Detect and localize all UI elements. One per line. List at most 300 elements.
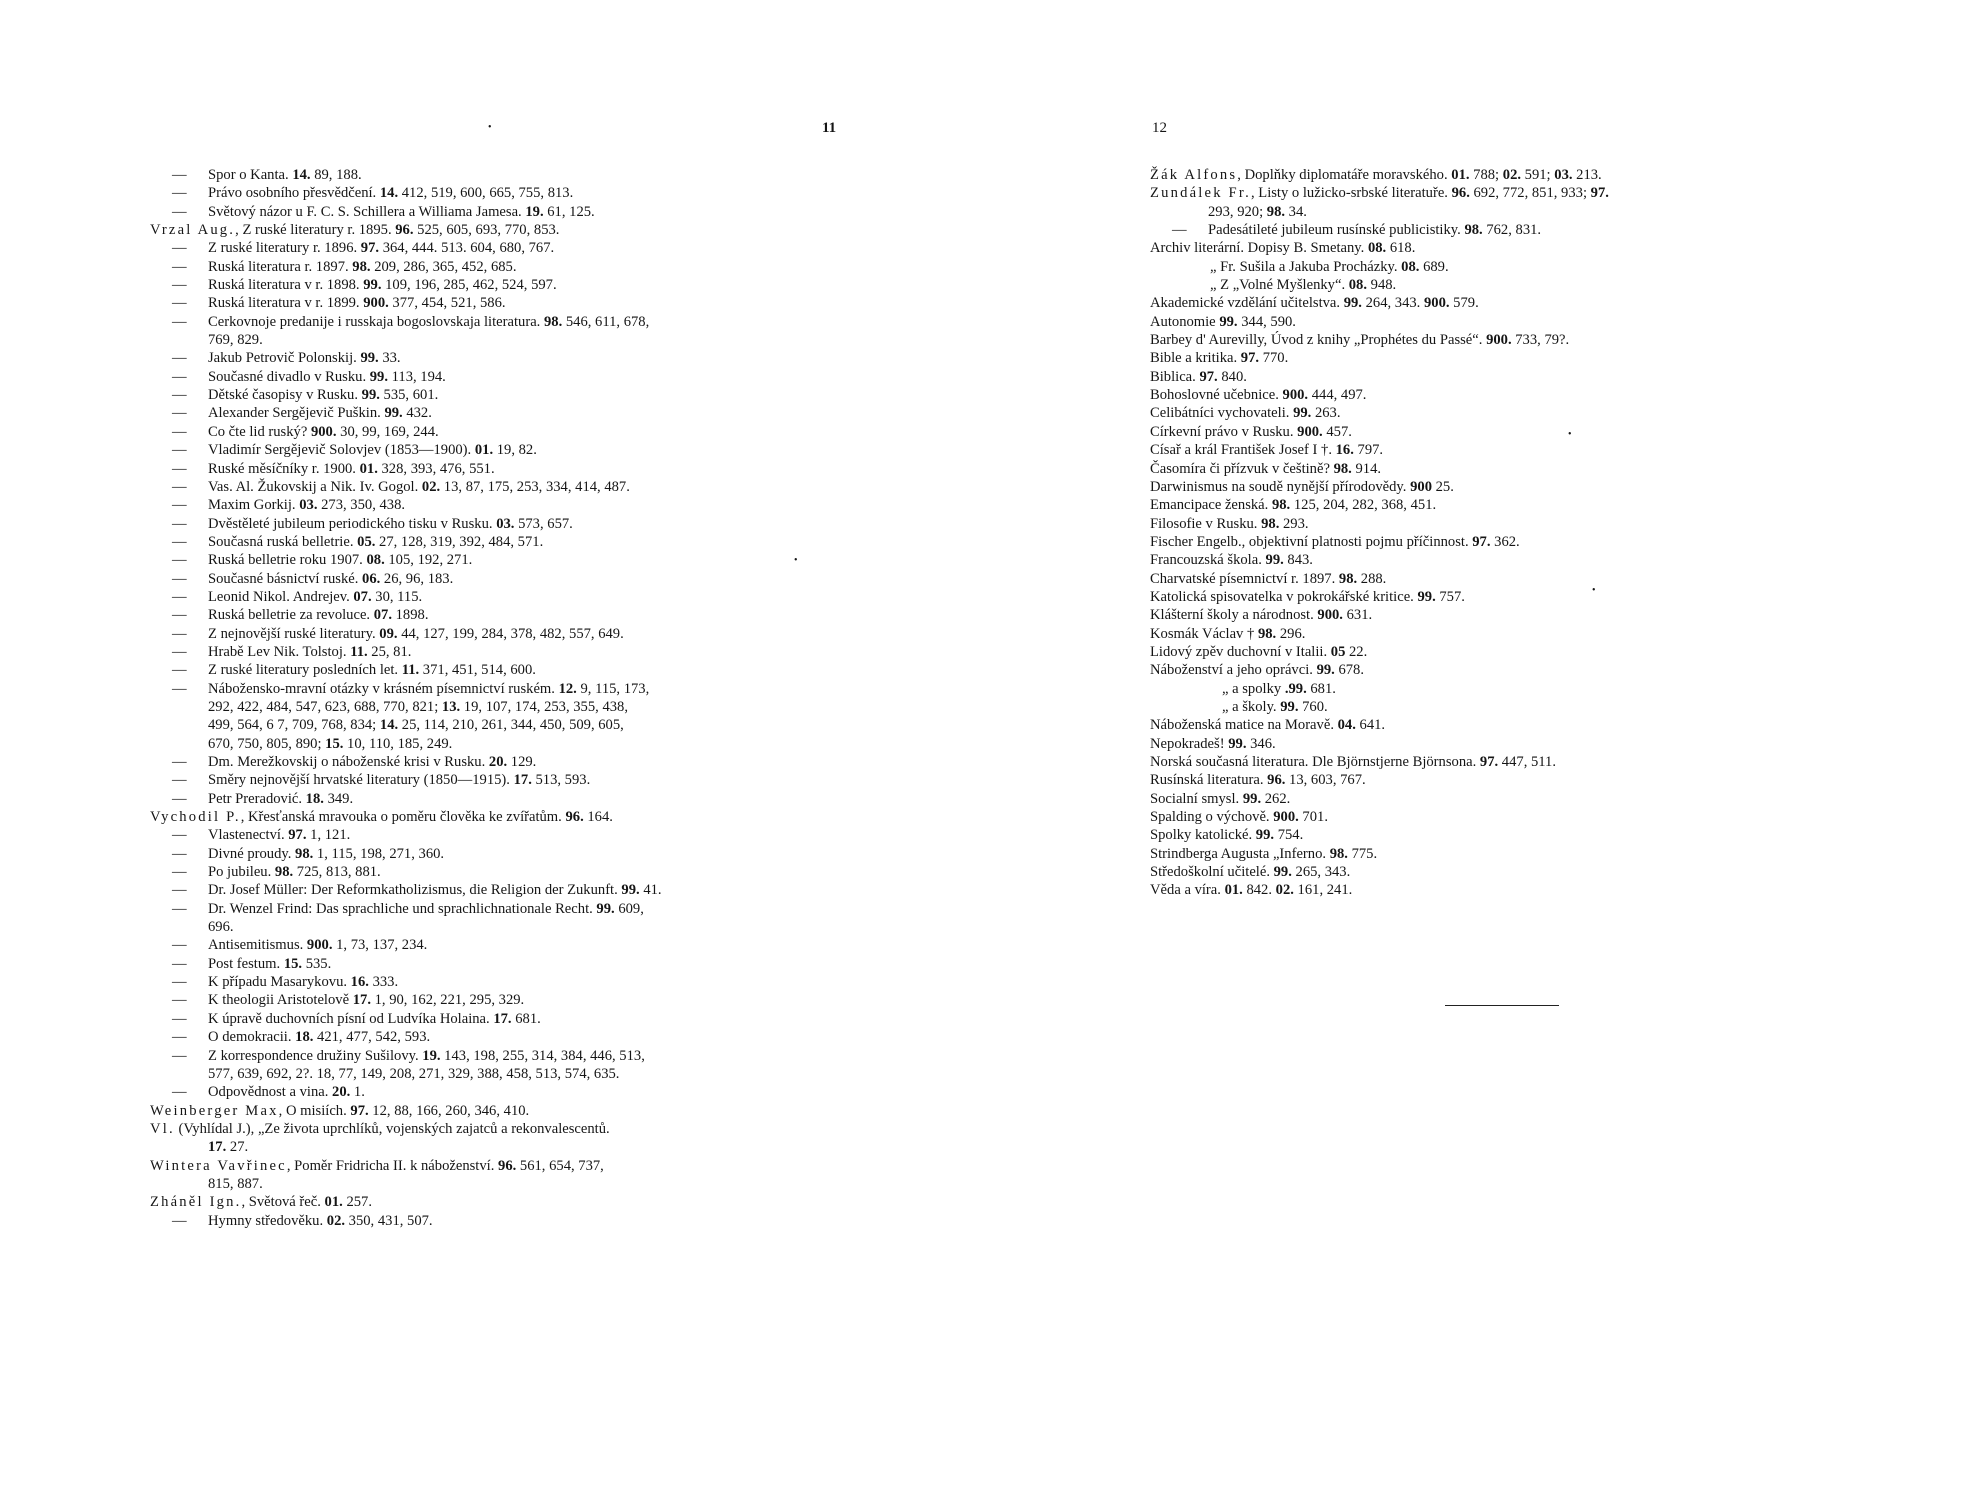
entry-text: 27, 128, 319, 392, 484, 571. (375, 533, 544, 550)
entry-text: Ruské měsíčníky r. 1900. (208, 460, 360, 477)
volume-number: 97. (1240, 350, 1260, 367)
entry-text: Dvěstěleté jubileum periodického tisku v Rusku. (208, 515, 497, 532)
print-speck: • (794, 555, 798, 566)
volume-number: 97. (1199, 368, 1218, 385)
entry-text: 125, 204, 282, 368, 451. (1290, 497, 1437, 514)
volume-number: 05 (1330, 643, 1346, 660)
index-entry-line (1150, 203, 1870, 221)
index-entry-line (1150, 331, 1870, 349)
entry-text: Církevní právo v Rusku. (1150, 423, 1298, 440)
entry-text: Post festum. (208, 955, 284, 972)
entry-text: Bible a kritika. (1150, 350, 1241, 367)
entry-text: Charvatské písemnictví r. 1897. (1150, 570, 1339, 587)
index-entry-line (150, 1028, 850, 1046)
volume-number: 900 (1410, 478, 1432, 495)
entry-text: 344, 590. (1237, 313, 1296, 330)
index-entry-line (1150, 863, 1870, 881)
volume-number: 900. (1297, 423, 1323, 440)
entry-text: 432. (402, 405, 432, 422)
volume-number: 97. (360, 240, 380, 257)
author-name: Vychodil P. (150, 809, 241, 826)
entry-text: Francouzská škola. (1150, 552, 1266, 569)
page-number-right: 12 (1152, 120, 1167, 136)
entry-text: 293. (1279, 515, 1309, 532)
entry-text: 840. (1217, 368, 1247, 385)
volume-number: 900. (306, 937, 333, 954)
entry-text: Alexander Sergějevič Puškin. (208, 405, 385, 422)
entry-text: Směry nejnovější hrvatské literatury (1850—1915). (208, 772, 514, 789)
index-entry-line (150, 1010, 850, 1028)
entry-text: Spor o Kanta. (208, 167, 293, 183)
entry-text: 1. (350, 1084, 365, 1101)
entry-text: 681. (511, 1010, 541, 1027)
entry-text: 13, 87, 175, 253, 334, 414, 487. (440, 478, 630, 495)
volume-number: 98. (295, 845, 314, 862)
entry-text: Současná ruská belletrie. (208, 533, 358, 550)
index-entry-line (1150, 368, 1870, 386)
index-entry-line (150, 441, 850, 459)
index-entry-line (1150, 533, 1870, 551)
entry-text: 681. (1306, 680, 1336, 697)
entry-text: 815, 887. (208, 1175, 263, 1192)
index-entry-line (1150, 698, 1870, 716)
entry-text: Katolická spisovatelka v pokrokářské kritice. (1150, 588, 1418, 605)
volume-number: 99. (361, 387, 380, 404)
volume-number: 98. (274, 864, 294, 881)
entry-text: Hymny středověku. (208, 1212, 327, 1229)
index-entry-line (150, 515, 850, 533)
index-entry-line (1150, 588, 1870, 606)
entry-text: „ a školy. (1222, 698, 1281, 715)
volume-number: 01. (1451, 167, 1470, 183)
entry-text: 25. (1431, 478, 1454, 495)
entry-text: 525, 605, 693, 770, 853. (413, 222, 560, 239)
entry-text: 263. (1311, 405, 1341, 422)
volume-number: 01. (474, 442, 494, 459)
entry-text: 701. (1298, 809, 1328, 826)
volume-number: 99. (1316, 662, 1335, 679)
entry-text: 631. (1342, 607, 1373, 624)
index-entry-line (150, 625, 850, 643)
entry-text: 109, 196, 285, 462, 524, 597. (381, 277, 557, 294)
entry-text: 775. (1347, 845, 1378, 862)
index-entry-line (1150, 826, 1870, 844)
volume-number: 98. (1257, 625, 1277, 642)
volume-number: 17. (352, 992, 371, 1009)
entry-text: , O misiích. (278, 1102, 351, 1119)
volume-number: 96. (395, 222, 414, 239)
index-entry-line (1150, 716, 1870, 734)
volume-number: 01. (359, 460, 378, 477)
volume-number: 13. (441, 698, 461, 715)
volume-number: 07. (373, 607, 392, 624)
index-entry-line (150, 680, 850, 698)
entry-text: 25, 114, 210, 261, 344, 450, 509, 605, (398, 717, 624, 734)
volume-number: 08. (1401, 258, 1420, 275)
volume-number: 99. (1417, 588, 1436, 605)
index-entry-line (150, 276, 850, 294)
volume-number: 98. (1329, 845, 1348, 862)
entry-text: Celibátníci vychovateli. (1150, 405, 1294, 422)
entry-text: 22. (1345, 643, 1368, 660)
entry-text: Náboženská matice na Moravě. (1150, 717, 1338, 734)
entry-text: 421, 477, 542, 593. (313, 1029, 431, 1046)
entry-text: „ a spolky (1222, 680, 1285, 697)
entry-text: Věda a víra. (1150, 882, 1225, 899)
entry-text: 948. (1367, 277, 1397, 294)
entry-text: Leonid Nikol. Andrejev. (208, 588, 354, 605)
entry-text: Z nejnovější ruské literatury. (208, 625, 380, 642)
entry-text: Ruská literatura v r. 1898. (208, 277, 364, 294)
entry-text: Lidový zpěv duchovní v Italii. (1150, 643, 1331, 660)
volume-number: 02. (1502, 167, 1522, 183)
index-entry-line (1150, 441, 1870, 459)
entry-text: Náboženství a jeho oprávci. (1150, 662, 1317, 679)
author-name: Zundálek Fr. (1150, 185, 1251, 202)
entry-text: 257. (342, 1194, 372, 1211)
entry-text: 129. (507, 754, 537, 770)
entry-text: Hrabě Lev Nik. Tolstoj. (208, 643, 351, 660)
index-entry-line (1150, 221, 1870, 239)
index-entry-line (150, 955, 850, 973)
volume-number: 99. (1219, 313, 1238, 330)
entry-text: 61, 125. (543, 203, 595, 220)
entry-text: K případu Masarykovu. (208, 974, 351, 991)
entry-text: 273, 350, 438. (317, 497, 406, 514)
entry-text: 349. (323, 790, 354, 807)
volume-number: 900. (1273, 809, 1299, 826)
index-entry-line (1150, 276, 1870, 294)
volume-number: 08. (366, 552, 385, 569)
index-entry-line (150, 203, 850, 221)
entry-text: Co čte lid ruský? (208, 423, 311, 440)
entry-text: 1, 121. (306, 827, 351, 844)
entry-text: 535. (302, 955, 332, 972)
entry-text: Biblica. (1150, 368, 1200, 385)
volume-number: 98. (1464, 222, 1483, 239)
entry-text: 447, 511. (1498, 754, 1556, 770)
index-entry-line (1150, 845, 1870, 863)
index-entry-line (1150, 258, 1870, 276)
volume-number: 99. (1273, 864, 1292, 881)
entry-text: 725, 813, 881. (293, 864, 381, 881)
index-entry-line (150, 1065, 850, 1083)
volume-number: 98. (1338, 570, 1358, 587)
entry-text: 9, 115, 173, (576, 680, 650, 697)
entry-text: „ Z „Volné Myšlenky“. (1210, 277, 1349, 294)
entry-text: Dětské časopisy v Rusku. (208, 387, 362, 404)
volume-number: 02. (421, 478, 441, 495)
entry-text: 328, 393, 476, 551. (377, 460, 495, 477)
entry-text: 292, 422, 484, 547, 623, 688, 770, 821; (208, 698, 442, 715)
entry-text: Ruská literatura v r. 1899. (208, 295, 364, 312)
entry-text: Klášterní školy a národnost. (1150, 607, 1318, 624)
index-entry-line (150, 790, 850, 808)
entry-text: 13, 603, 767. (1285, 772, 1366, 789)
index-entry-line (150, 826, 850, 844)
index-entry-line (1150, 808, 1870, 826)
entry-text: 692, 772, 851, 933; (1469, 185, 1591, 202)
entry-text: 33. (378, 350, 401, 367)
entry-text: K theologii Aristotelově (208, 992, 353, 1009)
entry-text: 113, 194. (388, 368, 446, 385)
entry-text: Jakub Petrovič Polonskij. (208, 350, 361, 367)
volume-number: 01. (324, 1194, 343, 1211)
index-entry-line (150, 1175, 850, 1193)
volume-number: 17. (513, 772, 532, 789)
entry-text: Vlastenectví. (208, 827, 289, 844)
entry-text: 769, 829. (208, 332, 263, 349)
volume-number: 99. (1293, 405, 1312, 422)
entry-text: , Doplňky diplomatáře moravského. (1237, 167, 1452, 183)
index-entry-line (150, 863, 850, 881)
entry-text: Autonomie (1150, 313, 1220, 330)
entry-text: , Z ruské literatury r. 1895. (235, 222, 396, 239)
index-entry-line (150, 423, 850, 441)
volume-number: 08. (1367, 240, 1387, 257)
entry-text: Darwinismus na soudě nynější přírodovědy. (1150, 478, 1411, 495)
index-entry-line (1150, 496, 1870, 514)
entry-text: Vas. Al. Žukovskij a Nik. Iv. Gogol. (208, 478, 422, 495)
index-entry-line (150, 936, 850, 954)
entry-text: Po jubileu. (208, 864, 275, 881)
entry-text: , Poměr Fridricha II. k náboženství. (286, 1157, 499, 1174)
volume-number: 99. (1280, 698, 1299, 715)
index-entry-line (150, 881, 850, 899)
index-entry-line (150, 1083, 850, 1101)
index-entry-line (150, 166, 850, 184)
index-entry-line (1150, 881, 1870, 899)
index-entry-line (150, 533, 850, 551)
entry-text: Odpovědnost a vina. (208, 1084, 333, 1101)
volume-number: 06. (362, 570, 381, 587)
index-entry-line (150, 184, 850, 202)
volume-number: 99. (363, 277, 382, 294)
volume-number: 96. (565, 809, 584, 826)
entry-text: „ Fr. Sušila a Jakuba Procházky. (1210, 258, 1402, 275)
entry-text: 25, 81. (367, 643, 412, 660)
volume-number: 99. (360, 350, 379, 367)
index-entry-line (1150, 460, 1870, 478)
author-name: Vrzal Aug. (150, 222, 236, 239)
volume-number: 20. (488, 754, 508, 770)
index-entry-line (150, 900, 850, 918)
entry-text: 293, 920; (1208, 203, 1267, 220)
entry-text: 41. (639, 882, 662, 899)
index-entry-line (1150, 570, 1870, 588)
index-entry-line (1150, 753, 1870, 771)
index-entry-line (1150, 386, 1870, 404)
index-entry-line (1150, 643, 1870, 661)
entry-text: 577, 639, 692, 2?. 18, 77, 149, 208, 271, 329, 388, 458, 513, 574, 635. (208, 1065, 620, 1082)
entry-text: , Listy o lužicko-srbské literatuře. (1250, 185, 1452, 202)
volume-number: 16. (1335, 442, 1354, 459)
volume-number: 14. (379, 185, 399, 202)
volume-number: 98. (1333, 460, 1352, 477)
entry-text: 10, 110, 185, 249. (343, 735, 453, 752)
entry-text: 89, 188. (310, 167, 362, 183)
print-speck: • (1568, 429, 1572, 440)
entry-text: Ruská literatura r. 1897. (208, 258, 353, 275)
index-entry-line (150, 221, 850, 239)
print-speck: • (1592, 585, 1596, 596)
index-entry-line (150, 460, 850, 478)
entry-text: 457. (1322, 423, 1352, 440)
entry-text: 209, 286, 365, 452, 685. (370, 258, 517, 275)
entry-text: K úpravě duchovních písní od Ludvíka Holaina. (208, 1010, 494, 1027)
index-entry-line (1150, 423, 1870, 441)
entry-text: Antisemitismus. (208, 937, 307, 954)
entry-text: Z ruské literatury r. 1896. (208, 240, 361, 257)
index-entry-line (150, 735, 850, 753)
index-entry-line (150, 606, 850, 624)
author-name: Weinberger Max (150, 1102, 279, 1119)
index-entry-line (1150, 551, 1870, 569)
page-number-left: 11 (822, 120, 837, 136)
index-entry-line (150, 973, 850, 991)
volume-number: 99. (1228, 735, 1247, 752)
volume-number: 99. (1265, 552, 1284, 569)
index-entry-line (150, 1102, 850, 1120)
entry-text: 161, 241. (1293, 882, 1353, 899)
entry-text: Ruská belletrie za revoluce. (208, 607, 374, 624)
entry-text: 757. (1435, 588, 1465, 605)
volume-number: 11. (401, 662, 420, 679)
volume-number: 18. (305, 790, 324, 807)
volume-number: 09. (379, 625, 398, 642)
entry-text: 762, 831. (1482, 222, 1542, 239)
index-entry-line (150, 368, 850, 386)
index-entry-line (150, 716, 850, 734)
entry-text: 1898. (391, 607, 429, 624)
entry-text: 288. (1357, 570, 1387, 587)
entry-text: Světový názor u F. C. S. Schillera a Williama Jamesa. (208, 203, 526, 220)
entry-text: 12, 88, 166, 260, 346, 410. (368, 1102, 530, 1119)
entry-text: Nábožensko-mravní otázky v krásném písemnictví ruském. (208, 680, 559, 697)
volume-number: 11. (350, 643, 368, 660)
volume-number: 08. (1348, 277, 1367, 294)
volume-number: 20. (332, 1084, 351, 1101)
index-entry-line (1150, 771, 1870, 789)
volume-number: 99. (621, 882, 640, 899)
volume-number: 02. (326, 1212, 346, 1229)
entry-text: Dr. Josef Müller: Der Reformkatholizismus, die Religion der Zukunft. (208, 882, 622, 899)
volume-number: 07. (353, 588, 372, 605)
volume-number: 05. (357, 533, 376, 550)
index-entry-line (150, 294, 850, 312)
volume-number: 99. (384, 405, 403, 422)
entry-text: 842. (1242, 882, 1276, 899)
entry-text: Barbey d' Aurevilly, Úvod z knihy „Prophétes du Passé“. (1150, 332, 1487, 349)
entry-text: 591; (1521, 167, 1555, 183)
entry-text: Ruská belletrie roku 1907. (208, 552, 367, 569)
volume-number: 900. (363, 295, 389, 312)
index-entry-line (1150, 790, 1870, 808)
entry-text: 296. (1276, 625, 1306, 642)
entry-text: Divné proudy. (208, 845, 296, 862)
volume-number: 97. (1479, 754, 1499, 770)
entry-text: Středoškolní učitelé. (1150, 864, 1274, 881)
volume-number: 14. (379, 717, 399, 734)
entry-text: Filosofie v Rusku. (1150, 515, 1262, 532)
entry-text: 26, 96, 183. (380, 570, 454, 587)
entry-text: 143, 198, 255, 314, 384, 446, 513, (440, 1047, 645, 1064)
index-entry-line (150, 331, 850, 349)
volume-number: 900. (310, 423, 337, 440)
entry-text: 264, 343. (1361, 295, 1424, 312)
entry-text: 843. (1283, 552, 1313, 569)
entry-text: O demokracii. (208, 1029, 296, 1046)
volume-number: .99. (1284, 680, 1307, 697)
index-entry-line (150, 1212, 850, 1230)
entry-text: 609, (614, 900, 644, 917)
index-entry-line (150, 698, 850, 716)
volume-number: 04. (1337, 717, 1356, 734)
volume-number: 01. (1224, 882, 1243, 899)
entry-text: Maxim Gorkij. (208, 497, 300, 514)
entry-text: 797. (1353, 442, 1384, 459)
entry-text: 579. (1449, 295, 1479, 312)
volume-number: 97. (1590, 185, 1609, 202)
volume-number: 900. (1282, 387, 1309, 404)
entry-text: 371, 451, 514, 600. (419, 662, 536, 679)
entry-text: 573, 657. (514, 515, 573, 532)
index-entry-line (150, 570, 850, 588)
entry-text: 670, 750, 805, 890; (208, 735, 326, 752)
entry-text: Dr. Wenzel Frind: Das sprachliche und sprachlichnationale Recht. (208, 900, 597, 917)
end-rule (1445, 1005, 1559, 1006)
volume-number: 900. (1423, 295, 1450, 312)
index-entry-line (150, 1047, 850, 1065)
index-entry-line (150, 496, 850, 514)
index-column-right (1150, 166, 1870, 900)
index-entry-line (1150, 166, 1870, 184)
index-entry-line (1150, 349, 1870, 367)
index-entry-line (150, 588, 850, 606)
index-entry-line (150, 753, 850, 771)
entry-text: Archiv literární. Dopisy B. Smetany. (1150, 240, 1368, 257)
index-entry-line (1150, 478, 1870, 496)
entry-text: Kosmák Václav † (1150, 625, 1258, 642)
index-entry-line (150, 313, 850, 331)
entry-text: Emancipace ženská. (1150, 497, 1272, 514)
volume-number: 97. (1472, 533, 1491, 550)
volume-number: 900. (1486, 332, 1512, 349)
entry-text: 641. (1355, 717, 1386, 734)
entry-text: Norská současná literatura. Dle Björnstjerne Björnsona. (1150, 754, 1480, 770)
index-entry-line (1150, 606, 1870, 624)
index-entry-line (1150, 239, 1870, 257)
volume-number: 12. (558, 680, 577, 697)
entry-text: 30, 115. (371, 588, 423, 605)
entry-text: 164. (583, 809, 613, 826)
index-entry-line (1150, 404, 1870, 422)
volume-number: 99. (596, 900, 615, 917)
index-entry-line (1150, 294, 1870, 312)
volume-number: 18. (295, 1029, 314, 1046)
volume-number: 14. (292, 167, 311, 183)
entry-text: Současné básnictví ruské. (208, 570, 363, 587)
index-entry-line (150, 404, 850, 422)
entry-text: Spalding o výchově. (1150, 809, 1274, 826)
index-entry-line (150, 551, 850, 569)
entry-text: Právo osobního přesvědčení. (208, 185, 380, 202)
volume-number: 98. (543, 313, 563, 330)
entry-text: 262. (1261, 790, 1291, 807)
volume-number: 19. (525, 203, 544, 220)
entry-text: 513, 593. (531, 772, 591, 789)
author-name: Vl. (150, 1120, 175, 1137)
